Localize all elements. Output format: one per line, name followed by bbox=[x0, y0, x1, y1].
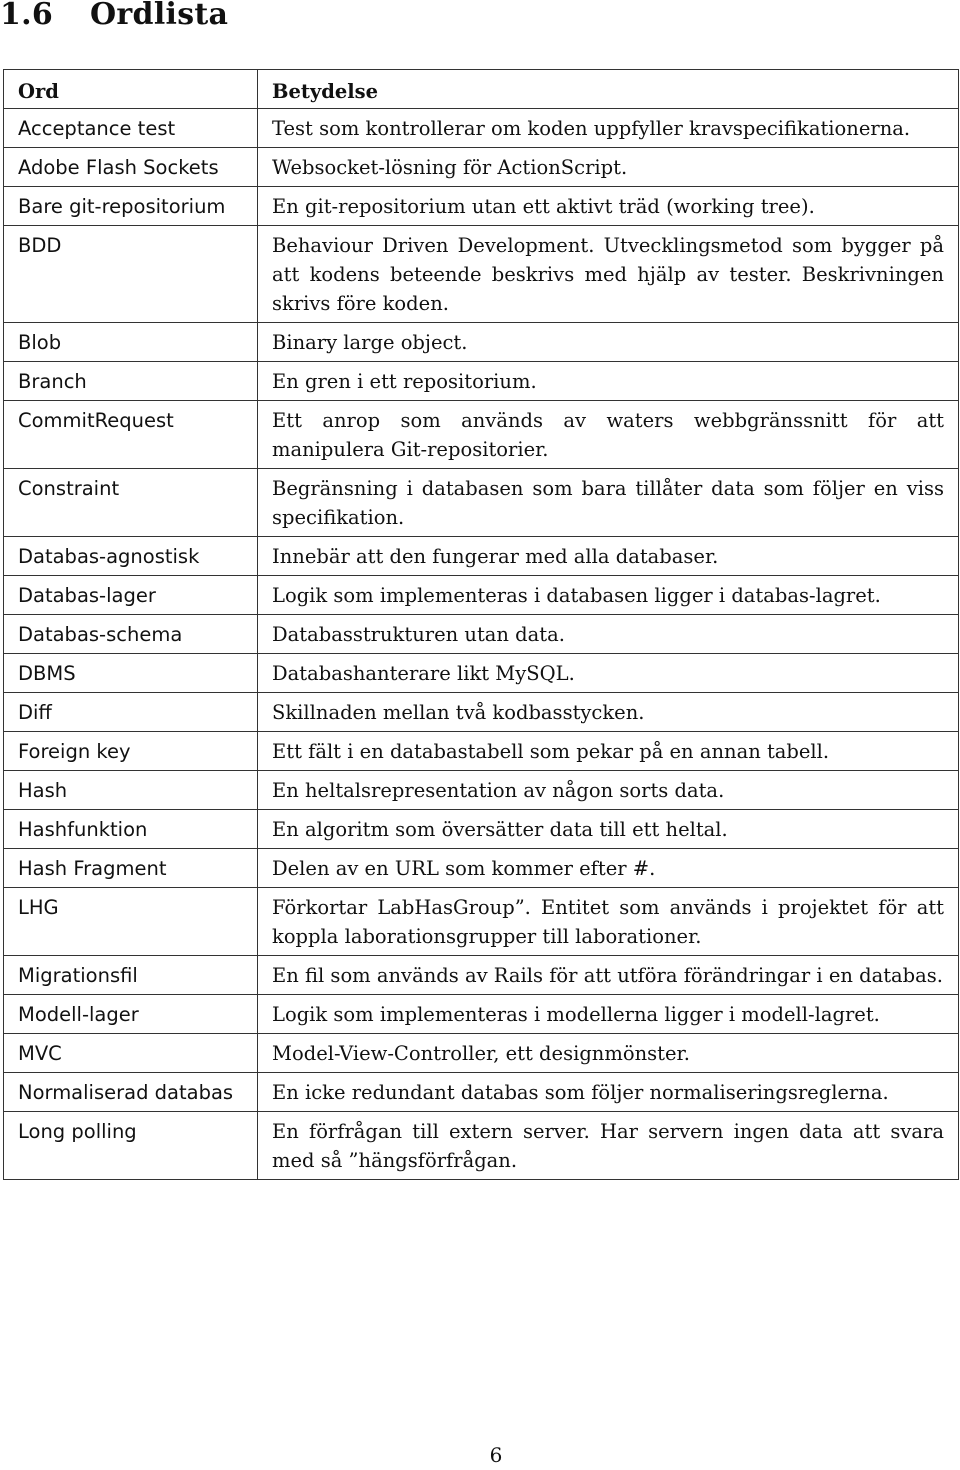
table-row bbox=[4, 732, 959, 771]
definition-cell: Test som kontrollerar om koden uppfyller kravspecifikationerna. bbox=[258, 109, 959, 148]
table-row bbox=[4, 654, 959, 693]
term-cell: Acceptance test bbox=[4, 109, 258, 148]
table-row bbox=[4, 849, 959, 888]
table-row bbox=[4, 537, 959, 576]
term-cell: Adobe Flash Sockets bbox=[4, 148, 258, 187]
definition-cell: Logik som implementeras i databasen ligger i databas-lagret. bbox=[258, 576, 959, 615]
table-row bbox=[4, 576, 959, 615]
definition-cell: Behaviour Driven Development. Utvecklingsmetod som bygger på att kodens beteende beskrivs med hjälp av tester. Beskrivningen skrivs före koden. bbox=[258, 226, 959, 323]
definition-cell: En förfrågan till extern server. Har servern ingen data att svara med så ”hängsförfrågan. bbox=[258, 1112, 959, 1180]
term-cell: BDD bbox=[4, 226, 258, 323]
term-cell: Foreign key bbox=[4, 732, 258, 771]
table-row bbox=[4, 771, 959, 810]
term-cell: MVC bbox=[4, 1034, 258, 1073]
term-cell: Bare git-repositorium bbox=[4, 187, 258, 226]
glossary-table-body bbox=[4, 109, 959, 1180]
term-cell: Modell-lager bbox=[4, 995, 258, 1034]
definition-cell: Ett anrop som används av waters webbgränssnitt för att manipulera Git-repositorier. bbox=[258, 401, 959, 469]
column-header-meaning: Betydelse bbox=[258, 70, 959, 109]
term-cell: Migrationsfil bbox=[4, 956, 258, 995]
term-cell: Blob bbox=[4, 323, 258, 362]
term-cell: Diff bbox=[4, 693, 258, 732]
definition-cell: Begränsning i databasen som bara tillåter data som följer en viss specifikation. bbox=[258, 469, 959, 537]
table-row bbox=[4, 401, 959, 469]
term-cell: LHG bbox=[4, 888, 258, 956]
definition-cell: En icke redundant databas som följer normaliseringsreglerna. bbox=[258, 1073, 959, 1112]
table-row bbox=[4, 1073, 959, 1112]
definition-cell: Förkortar LabHasGroup”. Entitet som används i projektet för att koppla laborationsgrupper till laborationer. bbox=[258, 888, 959, 956]
glossary-table-head bbox=[4, 70, 959, 109]
definition-cell: Databasstrukturen utan data. bbox=[258, 615, 959, 654]
table-row bbox=[4, 323, 959, 362]
section-heading bbox=[0, 0, 228, 30]
term-cell: Databas-agnostisk bbox=[4, 537, 258, 576]
term-cell: Constraint bbox=[4, 469, 258, 537]
definition-cell: Ett fält i en databastabell som pekar på en annan tabell. bbox=[258, 732, 959, 771]
table-row bbox=[4, 693, 959, 732]
table-row bbox=[4, 362, 959, 401]
section-number: 1.6 bbox=[0, 0, 54, 32]
term-cell: Databas-lager bbox=[4, 576, 258, 615]
table-row bbox=[4, 1034, 959, 1073]
term-cell: Normaliserad databas bbox=[4, 1073, 258, 1112]
term-cell: CommitRequest bbox=[4, 401, 258, 469]
definition-cell: En fil som används av Rails för att utföra förändringar i en databas. bbox=[258, 956, 959, 995]
definition-cell: En algoritm som översätter data till ett heltal. bbox=[258, 810, 959, 849]
definition-cell: Websocket-lösning för ActionScript. bbox=[258, 148, 959, 187]
page-number: 6 bbox=[489, 1443, 503, 1467]
definition-cell: Databashanterare likt MySQL. bbox=[258, 654, 959, 693]
table-row bbox=[4, 888, 959, 956]
table-row bbox=[4, 226, 959, 323]
term-cell: Branch bbox=[4, 362, 258, 401]
definition-cell: Delen av en URL som kommer efter #. bbox=[258, 849, 959, 888]
section-title: Ordlista bbox=[90, 0, 229, 32]
table-row bbox=[4, 956, 959, 995]
definition-cell: Skillnaden mellan två kodbasstycken. bbox=[258, 693, 959, 732]
term-cell: DBMS bbox=[4, 654, 258, 693]
header-row bbox=[4, 70, 959, 109]
glossary-table bbox=[3, 69, 959, 1180]
table-row bbox=[4, 995, 959, 1034]
column-header-term: Ord bbox=[4, 70, 258, 109]
table-row bbox=[4, 615, 959, 654]
table-row bbox=[4, 187, 959, 226]
term-cell: Hashfunktion bbox=[4, 810, 258, 849]
definition-cell: Binary large object. bbox=[258, 323, 959, 362]
term-cell: Hash Fragment bbox=[4, 849, 258, 888]
table-row bbox=[4, 1112, 959, 1180]
definition-cell: Logik som implementeras i modellerna ligger i modell-lagret. bbox=[258, 995, 959, 1034]
definition-cell: Model-View-Controller, ett designmönster. bbox=[258, 1034, 959, 1073]
definition-cell: En git-repositorium utan ett aktivt träd (working tree). bbox=[258, 187, 959, 226]
table-row bbox=[4, 148, 959, 187]
term-cell: Long polling bbox=[4, 1112, 258, 1180]
term-cell: Databas-schema bbox=[4, 615, 258, 654]
table-row bbox=[4, 810, 959, 849]
table-row bbox=[4, 469, 959, 537]
table-row bbox=[4, 109, 959, 148]
definition-cell: En heltalsrepresentation av någon sorts data. bbox=[258, 771, 959, 810]
definition-cell: Innebär att den fungerar med alla databaser. bbox=[258, 537, 959, 576]
term-cell: Hash bbox=[4, 771, 258, 810]
definition-cell: En gren i ett repositorium. bbox=[258, 362, 959, 401]
